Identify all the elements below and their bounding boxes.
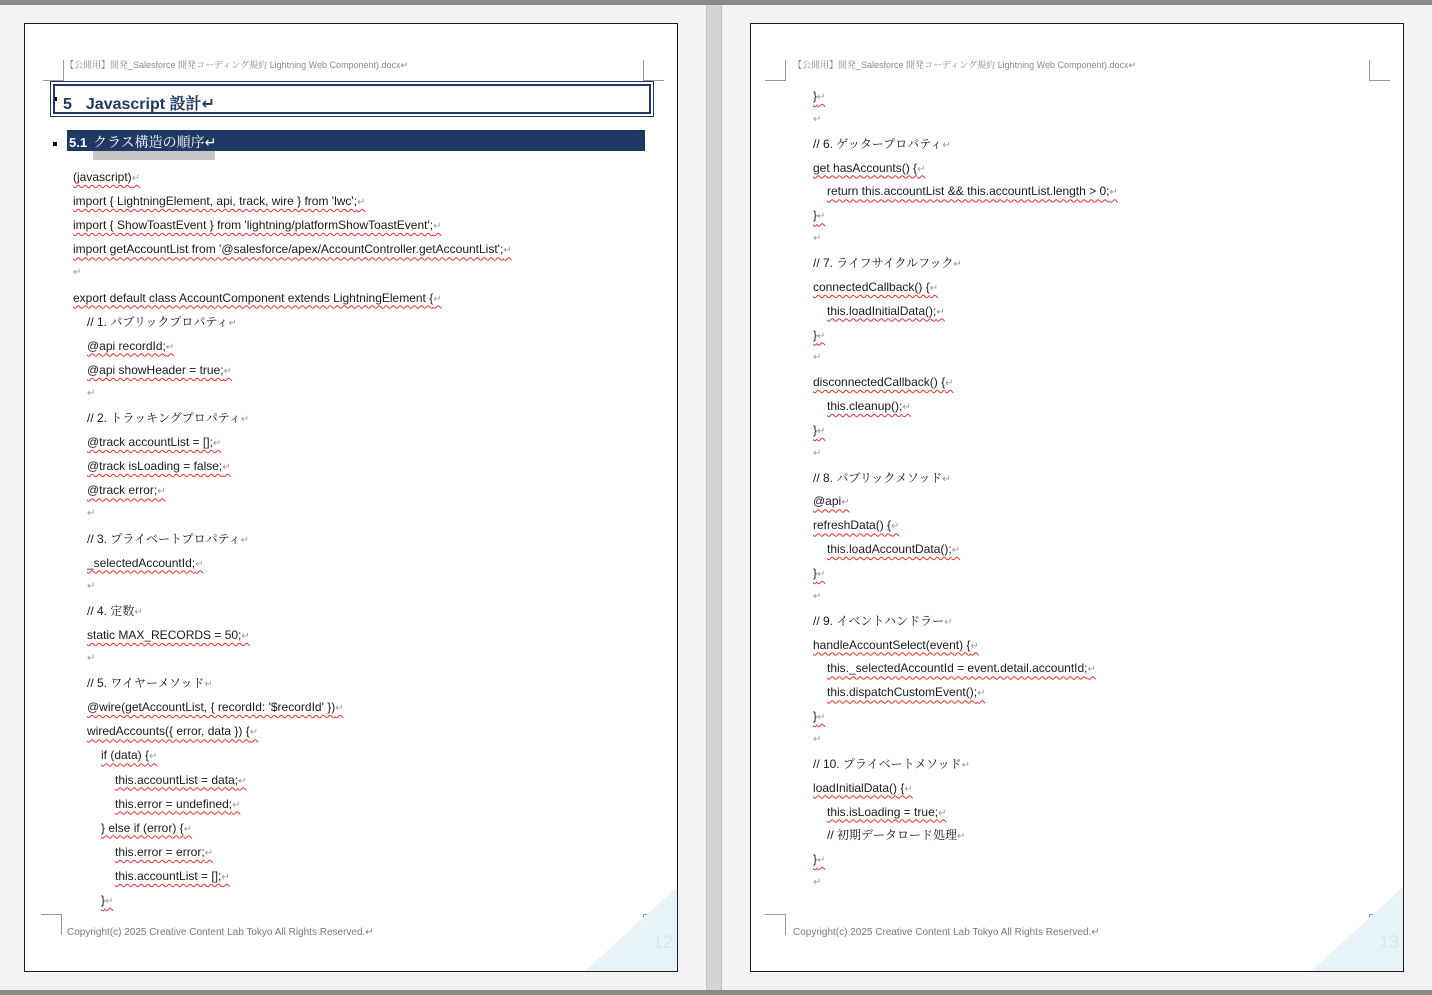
empty-paragraph: ↵ <box>813 877 822 889</box>
code-line: @track error;↵ <box>87 483 166 498</box>
empty-paragraph: ↵ <box>813 447 822 459</box>
paragraph-mark: ↵ <box>942 139 951 151</box>
code-line: if (data) {↵ <box>101 748 158 763</box>
code-line: @api↵ <box>813 494 850 509</box>
paragraph-mark: ↵ <box>904 783 913 795</box>
code-comment-line: // 6. ゲッタープロパティ↵ <box>813 136 951 151</box>
page-number: 13 <box>1378 932 1399 952</box>
code-comment-line: // 9. イベントハンドラー↵ <box>813 613 953 628</box>
paragraph-mark: ↵ <box>944 616 953 628</box>
code-comment-line: // 4. 定数↵ <box>87 603 143 618</box>
code-comment-line: // 10. プライベートメソッド↵ <box>813 756 970 771</box>
paragraph-mark: ↵ <box>938 807 947 819</box>
code-line: @track isLoading = false;↵ <box>87 459 231 474</box>
heading-2 <box>69 132 216 152</box>
paragraph-mark: ↵ <box>1109 187 1118 199</box>
code-comment-line: // 2. トラッキングプロパティ↵ <box>87 411 250 425</box>
code-line: @track accountList = [];↵ <box>87 435 222 450</box>
code-line: }↵ <box>813 208 826 223</box>
code-line: }↵ <box>813 327 826 342</box>
paragraph-mark: ↵ <box>249 727 259 739</box>
paragraph-mark: ↵ <box>212 438 222 450</box>
paragraph-mark: ↵ <box>149 751 158 763</box>
paragraph-mark: ↵ <box>891 521 900 533</box>
paragraph-mark: ↵ <box>195 558 204 570</box>
paragraph-mark: ↵ <box>817 92 826 103</box>
paragraph-mark: ↵ <box>977 688 986 700</box>
paragraph-mark: ↵ <box>817 330 826 342</box>
code-line: this.isLoading = true;↵ <box>827 804 947 819</box>
paragraph-mark: ↵ <box>936 306 945 318</box>
paragraph-mark: ↵ <box>951 545 961 557</box>
code-line: (javascript)↵ <box>73 170 141 184</box>
heading-1-number: 5 <box>63 96 72 113</box>
paragraph-mark: ↵ <box>232 799 241 811</box>
paragraph-mark: ↵ <box>165 341 175 353</box>
code-line: this.loadAccountData();↵ <box>827 542 961 557</box>
paragraph-mark: ↵ <box>223 365 232 377</box>
paragraph-mark: ↵ <box>238 775 247 787</box>
paragraph-mark: ↵ <box>817 569 826 580</box>
heading-2-text: クラス構造の順序↵ <box>93 134 217 150</box>
paragraph-mark: ↵ <box>902 402 911 414</box>
crop-mark-top-left <box>43 60 64 81</box>
code-line: this.error = error;↵ <box>115 844 214 859</box>
code-line: }↵ <box>813 422 826 437</box>
empty-paragraph: ↵ <box>813 113 822 125</box>
heading-2-bar[interactable] <box>67 130 645 151</box>
page-header: 【公開用】開発_Salesforce 開発コーディング規約 Lightning Web Component).docx↵ <box>65 60 409 70</box>
paragraph-mark: ↵ <box>917 163 926 175</box>
paragraph-mark: ↵ <box>221 871 230 883</box>
paragraph-mark: ↵ <box>503 245 512 257</box>
code-comment-line: // 7. ライフサイクルフック↵ <box>813 255 962 270</box>
heading-1 <box>63 91 215 114</box>
paragraph-mark: ↵ <box>945 378 954 390</box>
empty-paragraph: ↵ <box>73 267 82 279</box>
paragraph-mark: ↵ <box>929 282 939 294</box>
paragraph-mark: ↵ <box>433 221 442 233</box>
crop-mark-bottom-left <box>765 914 786 935</box>
heading-1-text: Javascript 設計↵ <box>85 96 215 113</box>
paragraph-mark: ↵ <box>204 847 214 859</box>
crop-mark-top-right <box>1369 60 1390 81</box>
code-line: _selectedAccountId;↵ <box>87 555 204 570</box>
paragraph-mark: ↵ <box>970 640 979 652</box>
paragraph-mark: ↵ <box>228 317 237 329</box>
code-line: this.loadInitialData();↵ <box>827 303 945 318</box>
footer-corner-decoration <box>585 887 677 971</box>
code-line: import { LightningElement, api, track, wire } from 'lwc';↵ <box>73 194 366 209</box>
paragraph-mark: ↵ <box>131 173 141 184</box>
code-line: }↵ <box>101 893 114 907</box>
paragraph-mark: ↵ <box>841 497 850 509</box>
code-line: import getAccountList from '@salesforce/apex/AccountController.getAccountList';↵ <box>73 242 512 257</box>
code-line: import { ShowToastEvent } from 'lightning/platformShowToastEvent';↵ <box>73 218 442 233</box>
code-line: @api recordId;↵ <box>87 338 175 353</box>
page-gutter <box>706 5 722 990</box>
empty-paragraph: ↵ <box>813 590 822 602</box>
code-comment-line: // 初期データロード処理↵ <box>827 828 966 843</box>
empty-paragraph: ↵ <box>87 580 96 592</box>
empty-paragraph: ↵ <box>813 352 822 364</box>
code-line: }↵ <box>813 852 826 867</box>
code-line: refreshData() {↵ <box>813 518 900 533</box>
empty-paragraph: ↵ <box>813 233 822 245</box>
paragraph-mark: ↵ <box>953 258 962 270</box>
page-footer: Copyright(c) 2025 Creative Content Lab Tokyo All Rights Reserved.↵ <box>793 927 1100 938</box>
code-line: return this.accountList && this.accountList.length > 0;↵ <box>827 184 1118 199</box>
page-footer: Copyright(c) 2025 Creative Content Lab Tokyo All Rights Reserved.↵ <box>67 927 374 938</box>
paragraph-mark: ↵ <box>134 606 143 618</box>
crop-mark-bottom-left <box>41 914 62 935</box>
code-line: loadInitialData() {↵ <box>813 780 913 795</box>
crop-mark-top-left <box>765 60 786 81</box>
empty-paragraph: ↵ <box>813 733 822 745</box>
code-line: @wire(getAccountList, { recordId: '$recordId' })↵ <box>87 700 344 715</box>
code-line: this.error = undefined;↵ <box>115 796 241 811</box>
paragraph-mark: ↵ <box>357 197 366 209</box>
page-header: 【公開用】開発_Salesforce 開発コーディング規約 Lightning Web Component).docx↵ <box>793 60 1137 70</box>
code-comment-line: // 5. ワイヤーメソッド↵ <box>87 676 213 691</box>
code-line: }↵ <box>813 709 826 724</box>
paragraph-mark: ↵ <box>817 211 826 223</box>
code-line: disconnectedCallback() {↵ <box>813 375 954 390</box>
code-line: this.cleanup();↵ <box>827 399 911 414</box>
crop-mark-top-right <box>643 60 664 81</box>
code-line: handleAccountSelect(event) {↵ <box>813 637 979 652</box>
code-line: wiredAccounts({ error, data }) {↵ <box>87 724 259 739</box>
code-line: }↵ <box>813 566 826 580</box>
paragraph-mark: ↵ <box>241 630 250 642</box>
paragraph-mark: ↵ <box>817 855 826 867</box>
code-comment-line: // 8. パブリックメソッド↵ <box>813 470 951 485</box>
code-line: this.accountList = data;↵ <box>115 772 247 787</box>
footer-corner-decoration <box>1311 887 1403 971</box>
code-line: }↵ <box>813 89 826 103</box>
code-line: export default class AccountComponent extends LightningElement {↵ <box>73 290 442 305</box>
paragraph-mark: ↵ <box>240 414 250 425</box>
code-line: static MAX_RECORDS = 50;↵ <box>87 627 250 642</box>
paragraph-mark: ↵ <box>335 703 344 715</box>
paragraph-mark: ↵ <box>433 293 442 305</box>
paragraph-mark: ↵ <box>222 462 231 474</box>
code-comment-line: // 3. プライベートプロパティ↵ <box>87 531 250 546</box>
paragraph-mark: ↵ <box>105 896 114 907</box>
paragraph-mark: ↵ <box>1087 664 1096 676</box>
document-page-13[interactable] <box>750 23 1404 972</box>
paragraph-mark: ↵ <box>157 486 166 498</box>
paragraph-mark: ↵ <box>204 679 213 691</box>
code-line: } else if (error) {↵ <box>101 820 193 835</box>
paragraph-mark: ↵ <box>942 473 951 485</box>
code-line: this._selectedAccountId = event.detail.accountId;↵ <box>827 661 1096 676</box>
empty-paragraph: ↵ <box>87 508 96 520</box>
code-line: this.dispatchCustomEvent();↵ <box>827 685 986 700</box>
code-line: connectedCallback() {↵ <box>813 279 939 294</box>
heading-2-number: 5.1 <box>69 135 88 150</box>
heading-1-box[interactable] <box>53 84 651 114</box>
paragraph-mark: ↵ <box>961 759 970 771</box>
code-line: get hasAccounts() {↵ <box>813 160 926 175</box>
paragraph-mark: ↵ <box>240 534 250 546</box>
window-bottom-edge <box>0 990 1432 995</box>
code-line: this.accountList = [];↵ <box>115 868 230 883</box>
code-line: @api showHeader = true;↵ <box>87 362 232 377</box>
paragraph-mark: ↵ <box>817 712 826 724</box>
empty-paragraph: ↵ <box>87 387 96 399</box>
document-page-12[interactable] <box>24 23 678 972</box>
paragraph-mark: ↵ <box>817 425 826 437</box>
code-comment-line: // 1. パブリックプロパティ↵ <box>87 314 237 329</box>
heading-marker <box>53 142 57 146</box>
empty-paragraph: ↵ <box>87 653 96 664</box>
paragraph-mark: ↵ <box>183 823 193 835</box>
paragraph-mark: ↵ <box>957 831 966 843</box>
page-number: 12 <box>652 932 673 952</box>
